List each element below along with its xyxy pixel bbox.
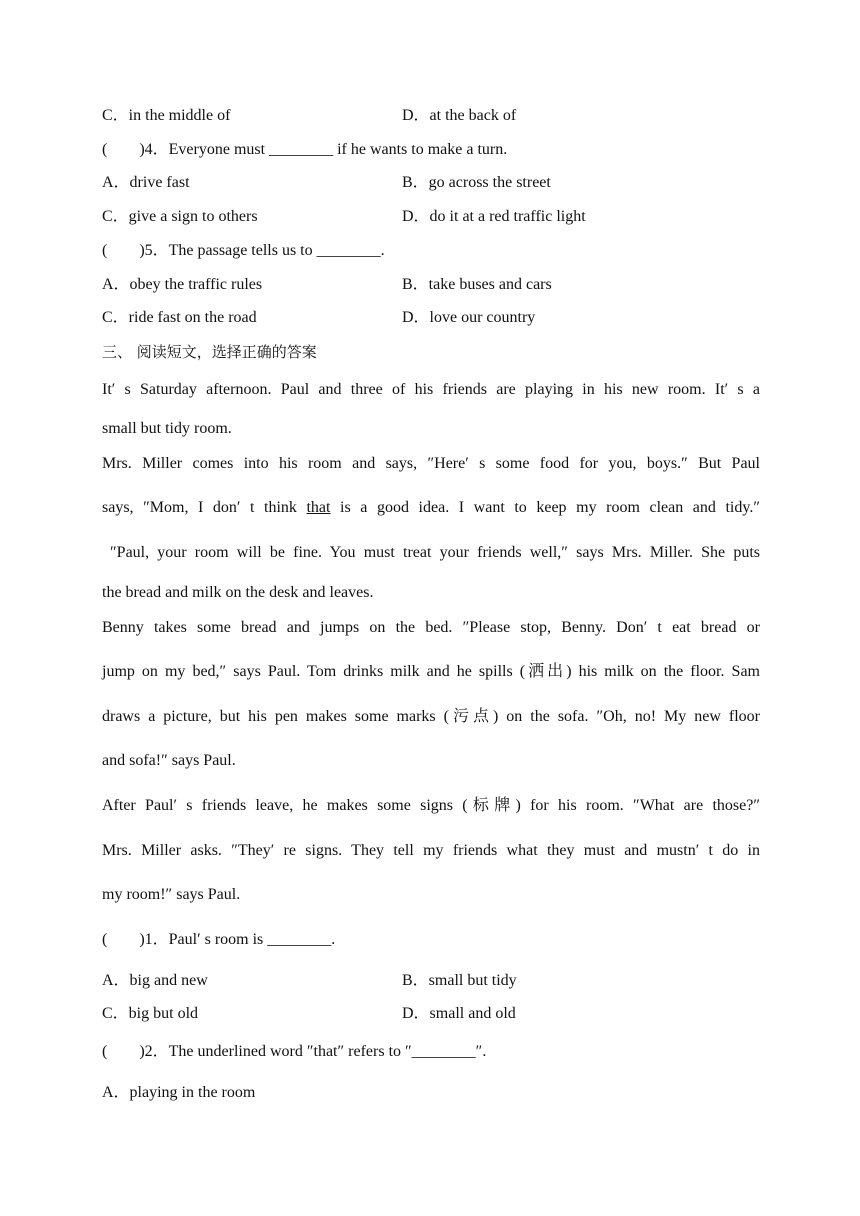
passage-line (102, 498, 760, 518)
section-heading: 三、 阅读短文，选择正确的答案 (102, 343, 317, 361)
passage-paragraph-1 (102, 380, 760, 400)
passage-line: Benny takes some bread and jumps on the bed. ″Please stop, Benny. Don′ t eat bread or (102, 619, 760, 636)
passage-line-wrap (102, 662, 760, 682)
passage-paragraph-5 (102, 796, 760, 816)
q4-stem: ( )4．Everyone must ________ if he wants to make a turn. (102, 141, 508, 158)
q5-option-d: D．love our country (402, 309, 536, 326)
q5-stem: ( )5．The passage tells us to ________. (102, 242, 385, 259)
q4-option-a: A．drive fast (102, 174, 190, 191)
passage-line: Mrs. Miller asks. ″They′ re signs. They tell my friends what they must and mustn′ t do in (102, 842, 760, 859)
passage-line: and sofa!″ says Paul. (102, 752, 236, 769)
underlined-word: that (306, 499, 331, 516)
q5-option-b: B．take buses and cars (402, 276, 552, 293)
q5-option-c: C．ride fast on the road (102, 309, 257, 326)
q5-option-a: A．obey the traffic rules (102, 276, 263, 293)
text-before-underline: says, ″Mom, I don′ t think (102, 499, 307, 516)
passage-line: jump on my bed,″ says Paul. Tom drinks milk and he spills (洒出) his milk on the floor. Sam (102, 663, 760, 680)
r1-option-a: A．big and new (102, 972, 208, 989)
passage-line: It′ s Saturday afternoon. Paul and three of his friends are playing in his new room. It′ s a (102, 381, 760, 398)
q4-option-d: D．do it at a red traffic light (402, 208, 586, 225)
passage-line: Mrs. Miller comes into his room and says, ″Here′ s some food for you, boys.″ But Paul (102, 455, 760, 472)
text-after-underline: is a good idea. I want to keep my room clean and tidy.″ (330, 499, 760, 516)
r2-option-a: A．playing in the room (102, 1084, 256, 1101)
passage-paragraph-3 (110, 543, 760, 563)
passage-line: draws a picture, but his pen makes some marks (污点) on the sofa. ″Oh, no! My new floor (102, 708, 760, 725)
passage-line: the bread and milk on the desk and leaves. (102, 584, 374, 601)
passage-line-with-underline (102, 498, 760, 518)
passage-line: my room!″ says Paul. (102, 886, 241, 903)
passage-line-wrap (102, 841, 760, 861)
q3-option-d: D．at the back of (402, 107, 517, 124)
r1-option-b: B．small but tidy (402, 972, 517, 989)
r1-option-c: C．big but old (102, 1005, 199, 1022)
passage-paragraph-2 (102, 454, 760, 474)
r1-stem: ( )1．Paul′ s room is ________. (102, 931, 336, 948)
passage-line: ″Paul, your room will be fine. You must treat your friends well,″ says Mrs. Miller. She puts (110, 544, 760, 561)
q4-option-b: B．go across the street (402, 174, 551, 191)
passage-line: After Paul′ s friends leave, he makes some signs (标牌) for his room. ″What are those?″ (102, 797, 760, 814)
r2-stem: ( )2．The underlined word ″that″ refers to ″________″. (102, 1043, 487, 1060)
passage-line: small but tidy room. (102, 420, 232, 437)
q3-option-c: C．in the middle of (102, 107, 231, 124)
q4-option-c: C．give a sign to others (102, 208, 258, 225)
passage-paragraph-4 (102, 618, 760, 638)
passage-line-wrap (102, 707, 760, 727)
r1-option-d: D．small and old (402, 1005, 516, 1022)
